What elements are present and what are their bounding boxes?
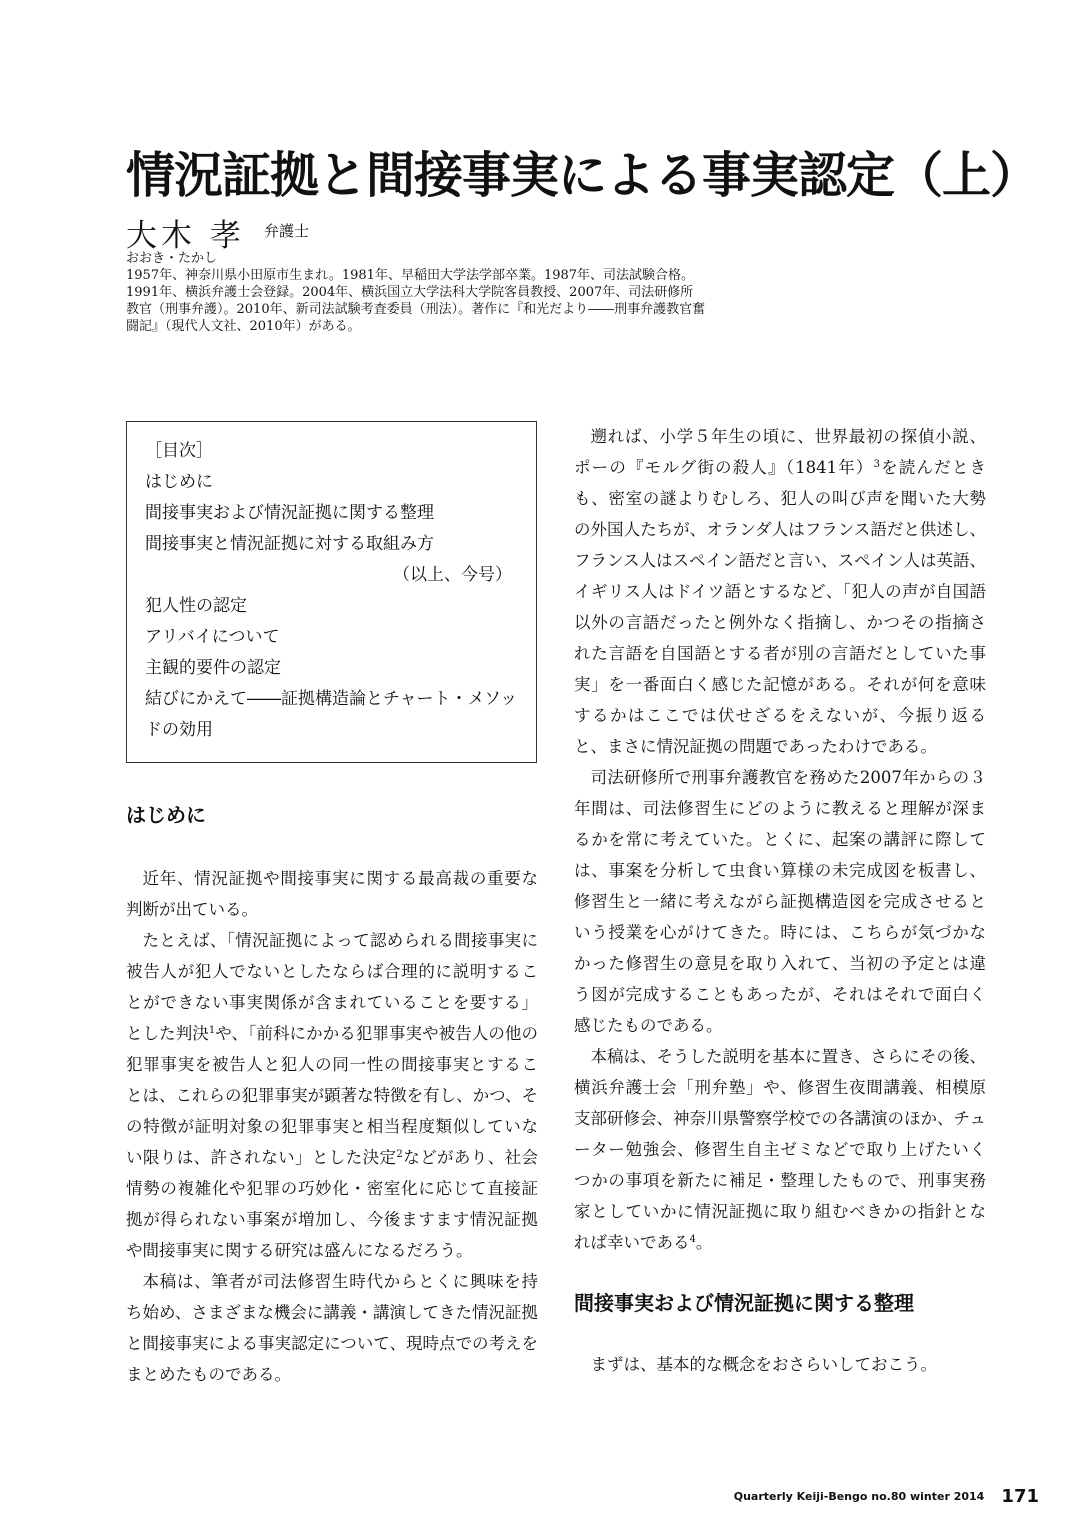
paragraph-text: たとえば、「情況証拠によって認められる間接事実に被告人が犯人でないとしたならば合理的に説明することができない事実関係が含まれていることを要する」とした判決	[126, 931, 538, 1043]
footnote-marker: 1	[208, 1025, 216, 1036]
right-column	[574, 421, 986, 1380]
table-of-contents	[126, 421, 537, 763]
toc-item: 主観的要件の認定	[145, 658, 281, 678]
paragraph: まずは、基本的な概念をおさらいしておこう。	[590, 1355, 937, 1374]
paragraph-text: や、「前科にかかる犯罪事実や被告人の他の犯罪事実を被告人と犯人の同一性の間接事実とすることは、これらの犯罪事実が顕著な特徴を有し、かつ、その特徴が証明対象の犯罪事実と相当程度類似していない限りは、許されない」とした決定	[126, 1024, 539, 1167]
toc-item: アリバイについて	[145, 627, 280, 647]
author-reading: おおき・たかし	[126, 251, 218, 266]
section-heading-organization: 間接事実および情況証拠に関する整理	[574, 1291, 914, 1315]
paragraph-text: 。	[695, 1233, 713, 1252]
paragraph-text: を読んだときも、密室の謎よりむしろ、犯人の叫び声を聞いた大勢の外国人たちが、オランダ人はフランス語だと供述し、フランス人はスペイン語だと言い、スペイン人は英語、イギリス人はドイツ語とするなど、「犯人の声が自国語以外の言語だったと例外なく指摘し、かつその指摘された言語を自国語とする者が別の言語だとしていた事実」を一番面白く感じた記憶がある。それが何を意味するかはここでは伏せざるをえないが、今振り返ると、まさに情況証拠の問題であったわけである。	[574, 458, 987, 756]
toc-item: 犯人性の認定	[145, 596, 247, 616]
paragraph-text: 遡れば、小学５年生の頃に、世界最初の探偵小説、ポーの『モルグ街の殺人』（1841年）	[574, 427, 986, 477]
author-name: 大木 孝	[126, 218, 245, 254]
toc-item: 結びにかえて――証拠構造論とチャート・メソッドの効用	[145, 689, 518, 740]
toc-item: 間接事実と情況証拠に対する取組み方	[145, 534, 434, 554]
page-footer	[734, 1486, 1039, 1507]
journal-name: Quarterly Keiji-Bengo no.80 winter 2014	[733, 1490, 985, 1503]
toc-item: 間接事実および情況証拠に関する整理	[145, 503, 434, 523]
toc-item-current-issue-note: （以上、今号）	[393, 565, 512, 585]
toc-item: はじめに	[145, 472, 213, 492]
author-bio	[126, 250, 706, 335]
paragraph: 本稿は、筆者が司法修習生時代からとくに興味を持ち始め、さまざまな機会に講義・講演してきた情況証拠と間接事実による事実認定について、現時点での考えをまとめたものである。	[126, 1272, 538, 1384]
paragraph-text: 本稿は、そうした説明を基本に置き、さらにその後、横浜弁護士会「刑弁塾」や、修習生夜間講義、相模原支部研修会、神奈川県警察学校での各講演のほか、チューター勉強会、修習生自主ゼミなどで取り上げたいくつかの事項を新たに補足・整理したもので、刑事実務家としていかに情況証拠に取り組むべきかの指針となれば幸いである	[574, 1047, 987, 1252]
footnote-marker: 3	[873, 459, 880, 470]
paragraph-text: などがあり、社会情勢の複雑化や犯罪の巧妙化・密室化に応じて直接証拠が得られない事案が増加し、今後ますます情況証拠や間接事実に関する研究は盛んになるだろう。	[126, 1148, 539, 1260]
paragraph: 司法研修所で刑事弁護教官を務めた2007年からの３年間は、司法修習生にどのように教えると理解が深まるかを常に考えていた。とくに、起案の講評に際しては、事案を分析して虫食い算様の未完成図を板書し、修習生と一緒に考えながら証拠構造図を完成させるという授業を心がけてきた。時には、こちらが気づかなかった修習生の意見を取り入れて、当初の予定とは違う図が完成することもあったが、それはそれで面白く感じたものである。	[574, 768, 986, 1035]
article-title: 情況証拠と間接事実による事実認定（上）	[126, 146, 1039, 204]
section-heading-introduction: はじめに	[126, 803, 206, 827]
paragraph	[574, 421, 986, 762]
toc-heading: ［目次］	[145, 441, 213, 461]
paragraph	[126, 925, 538, 1266]
author-biography: 1957年、神奈川県小田原市生まれ。1981年、早稲田大学法学部卒業。1987年、司法試験合格。1991年、横浜弁護士会登録。2004年、横浜国立大学法科大学院客員教授、2007年、司法研修所教官（刑事弁護）。2010年、新司法試験考査委員（刑法）。著作に『和光だより――刑事弁護教官奮闘記』（現代人文社、2010年）がある。	[126, 268, 706, 334]
page-number: 171	[1001, 1486, 1039, 1507]
paragraph: 近年、情況証拠や間接事実に関する最高裁の重要な判断が出ている。	[126, 869, 538, 919]
author-line	[126, 210, 309, 255]
left-column	[126, 800, 538, 1390]
paragraph	[574, 1041, 986, 1258]
footnote-marker: 4	[689, 1234, 696, 1245]
footnote-marker: 2	[396, 1149, 403, 1160]
author-role: 弁護士	[263, 222, 309, 240]
